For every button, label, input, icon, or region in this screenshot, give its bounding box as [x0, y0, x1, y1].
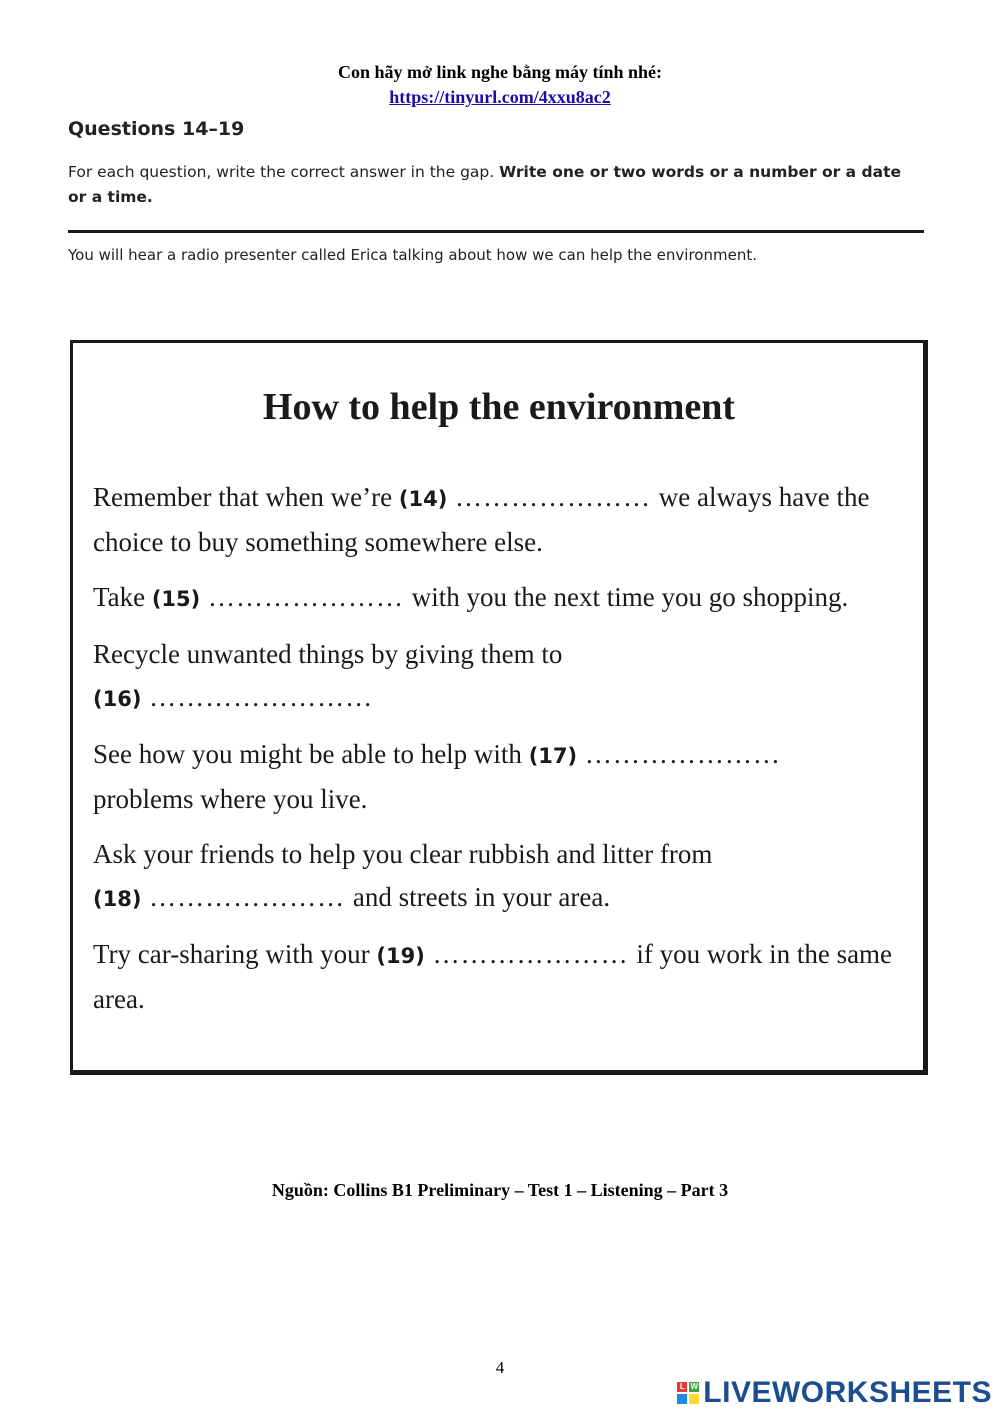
logo-square: [677, 1394, 687, 1404]
logo-letter: L: [677, 1382, 687, 1392]
source-credit: Nguồn: Collins B1 Preliminary – Test 1 – Listening – Part 3: [271, 1180, 729, 1200]
item-text-before: Take: [93, 582, 152, 612]
logo-square: [689, 1394, 699, 1404]
question-number: (15): [151, 587, 201, 611]
gap-item-16: [93, 633, 908, 721]
item-text-before: Recycle unwanted things by giving them to: [93, 639, 563, 669]
gap-item-19: [93, 933, 908, 1021]
listening-note-text: Con hãy mở link nghe bằng máy tính nhé:: [337, 62, 663, 82]
gap-list: [93, 476, 908, 1033]
answer-blank-18[interactable]: …………………: [141, 882, 353, 912]
notes-box: [70, 340, 928, 1075]
item-text-before: Ask your friends to help you clear rubbish and litter from: [93, 839, 713, 869]
gap-item-17: [93, 733, 908, 821]
instructions-bold: Write one or two words or a number or a date or a time.: [68, 163, 902, 206]
liveworksheets-logo-icon: [677, 1382, 699, 1404]
instructions-plain: For each question, write the correct answer in the gap.: [68, 163, 500, 181]
answer-blank-17[interactable]: …………………: [577, 739, 781, 769]
item-text-after: with you the next time you go shopping.: [411, 582, 849, 612]
answer-blank-15[interactable]: …………………: [200, 582, 412, 612]
divider: [68, 230, 924, 233]
context-text: You will hear a radio presenter called Erica talking about how we can help the environment.: [68, 246, 757, 264]
item-text-after: and streets in your area.: [352, 882, 611, 912]
gap-item-15: [93, 576, 908, 621]
answer-blank-19[interactable]: …………………: [424, 939, 637, 969]
listening-note: [0, 60, 1000, 110]
item-text-before: Remember that when we’re: [93, 482, 399, 512]
question-number: (18): [93, 887, 142, 911]
gap-item-14: [93, 476, 908, 564]
question-number: (19): [376, 944, 425, 968]
item-text-after: problems where you live.: [93, 784, 368, 814]
audio-link[interactable]: https://tinyurl.com/4xxu8ac2: [389, 87, 611, 107]
item-text-before: Try car-sharing with your: [93, 939, 377, 969]
item-text-before: See how you might be able to help with: [93, 739, 529, 769]
answer-blank-14[interactable]: …………………: [447, 482, 659, 512]
instructions: [68, 160, 908, 210]
brand-text: LIVEWORKSHEETS: [703, 1376, 992, 1409]
question-number: (14): [398, 487, 448, 511]
liveworksheets-brand[interactable]: [677, 1376, 992, 1410]
page-number: 4: [495, 1358, 505, 1377]
logo-letter: W: [690, 1382, 699, 1391]
question-number: (16): [93, 687, 142, 711]
item-text-after: we always have the choice to buy something somewhere else.: [93, 482, 870, 557]
gap-item-18: [93, 833, 908, 921]
answer-blank-16[interactable]: ……………………: [141, 682, 374, 712]
questions-heading: Questions 14–19: [68, 118, 245, 140]
question-number: (17): [528, 744, 578, 768]
box-title: How to help the environment: [262, 386, 736, 428]
item-text-after: if you work in the same area.: [93, 939, 893, 1014]
